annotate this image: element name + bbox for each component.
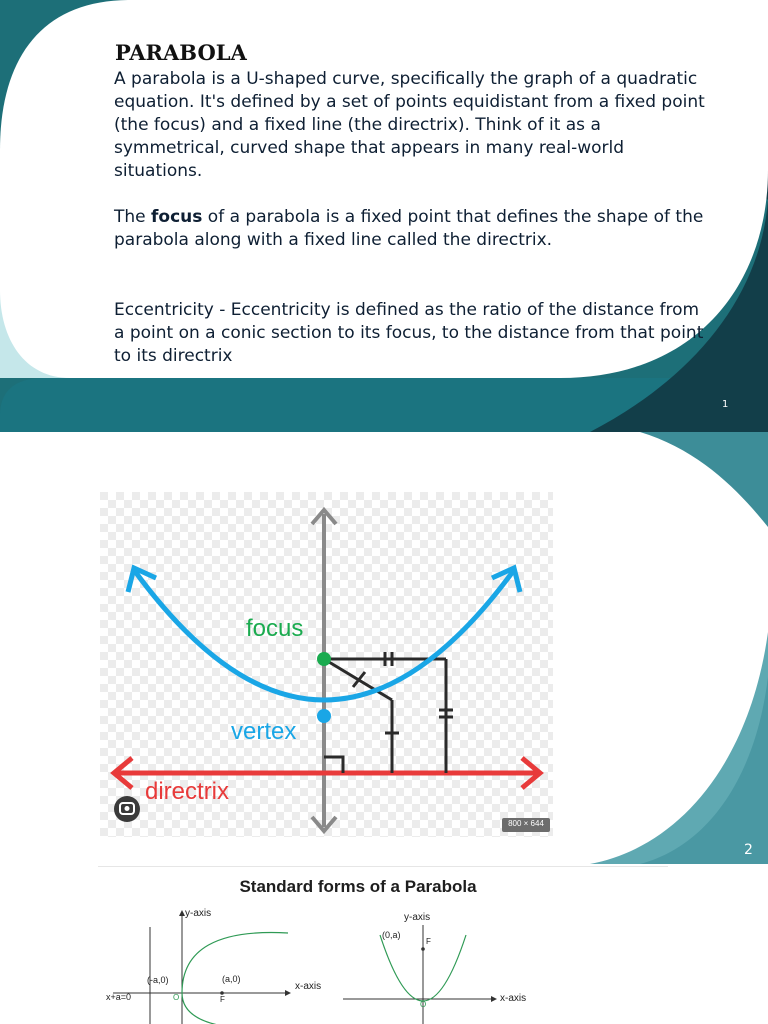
standard-forms-image [98,866,668,1024]
eccentricity-paragraph: Eccentricity - Eccentricity is defined as the ratio of the distance from a point on a conic section to its focus, to the distance from that point to its directrix [114,300,704,366]
focus-keyword: focus [151,207,203,227]
left-point-neg-label: (-a,0) [147,975,169,985]
left-point-pos-label: (a,0) [222,974,241,984]
parabola-diagram-image [100,492,553,837]
lens-icon[interactable] [114,796,140,822]
right-focus-label: F [426,937,431,946]
left-y-axis-label: y-axis [185,908,212,919]
vertex-label: vertex [231,718,297,745]
focus-paragraph [114,206,714,252]
page-number: 2 [744,842,753,858]
slide-3 [0,866,768,1024]
right-x-axis-label: x-axis [500,993,527,1004]
left-focus-label: F [220,995,225,1004]
focus-point [317,652,331,666]
focus-paragraph-lead: The [114,207,152,227]
size-badge: 800 × 644 [508,819,544,828]
focus-label: focus [246,615,304,642]
vertex-point [317,709,331,723]
directrix-label: directrix [145,778,230,805]
standard-forms-graphs [98,867,668,1024]
definition-paragraph: A parabola is a U-shaped curve, specifically the graph of a quadratic equation. It's defined by a set of points equidistant from a fixed point (the focus) and a fixed line (the directrix). Think of it as a symmetrical, curved shape that appears in many real-world situations. [114,69,705,181]
page-number: 1 [722,399,729,410]
left-x-axis-label: x-axis [295,981,322,992]
left-origin-label: O [173,993,180,1002]
standard-forms-heading: Standard forms of a Parabola [239,877,477,896]
slide-title: PARABOLA [115,40,247,65]
right-origin-label: O [420,1000,427,1009]
right-y-axis-label: y-axis [404,912,431,923]
focus-paragraph-rest: of a parabola is a fixed point that defines the shape of the parabola along with a fixed line called the directrix. [114,207,704,250]
left-directrix-label: x+a=0 [106,992,132,1002]
right-point-label: (0,a) [382,930,401,940]
left-graph [113,911,290,1024]
right-graph [343,925,496,1024]
slide-2 [0,432,768,864]
slide-1 [0,0,768,432]
